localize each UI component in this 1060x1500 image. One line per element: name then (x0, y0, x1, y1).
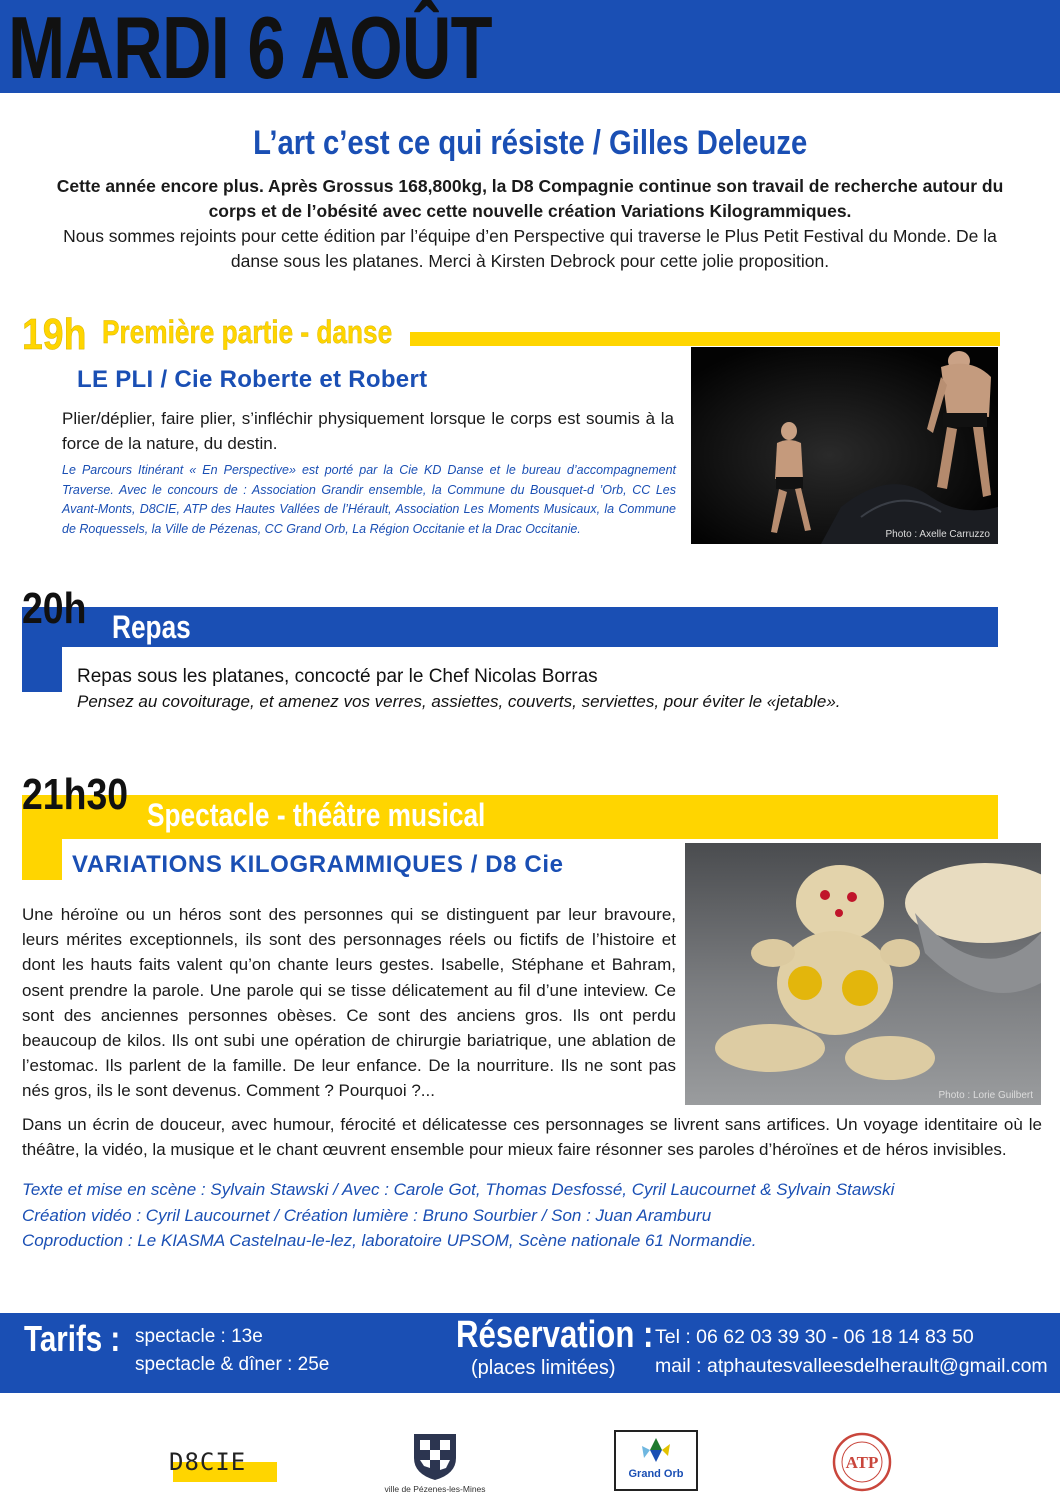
credit-line: Texte et mise en scène : Sylvain Stawski / Avec : Carole Got, Thomas Desfossé, Cyril Laucournet & Sylvain Stawski (22, 1180, 895, 1199)
grand-orb-logo (614, 1430, 698, 1491)
show-description-le-pli: Plier/déplier, faire plier, s’infléchir physiquement lorsque le corps est soumis à la force de la nature, du destin. (62, 409, 674, 453)
page-title: MARDI 6 AOÛT (8, 0, 492, 97)
time-21h30: 21h30 (22, 770, 129, 819)
atp-seal-icon (827, 1432, 897, 1492)
meal-note: Pensez au covoiturage, et amenez vos verres, assiettes, couverts, serviettes, pour éviter le «jetable». (77, 692, 841, 711)
show-title-variations: VARIATIONS KILOGRAMMIQUES / D8 Cie (72, 851, 564, 878)
tarifs-list (135, 1323, 329, 1379)
tagline-text: L’art c’est ce qui résiste / Gilles Deleuze (252, 124, 808, 162)
d8cie-logo-text: D8CIE (169, 1448, 247, 1476)
d8cie-logo (155, 1446, 277, 1486)
show-description-variations-2: Dans un écrin de douceur, avec humour, férocité et délicatesse ces personnages se livrent sans artifices. Un voyage identitaire où le théâtre, la vidéo, la musique et le chant œuvrent ensemble pour mieux faire résonner ses paroles d’héroïnes et de héros invisibles. (22, 1115, 1042, 1160)
tarifs-title: Tarifs : (24, 1318, 121, 1359)
show-credits-le-pli: Le Parcours Itinérant « En Perspective» est porté par la Cie KD Danse et le bureau d’accompagnement Traverse. Avec le concours de : Association Grandir ensemble, la Commune du Bousquet-d ’Orb, CC Les Avant-Monts, D8CIE, ATP des Hautes Vallées de l’Hérault, Association Les Moments Musicaux, la Commune de Roquessels, la Ville de Pézenas, CC Grand Orb, La Région Occitanie et la Drac Occitanie. (62, 463, 676, 536)
grand-orb-icon (616, 1432, 696, 1468)
photo-credit-variations: Photo : Lorie Guilbert (938, 1090, 1033, 1101)
time-19h: 19h (22, 310, 87, 359)
contact-info (655, 1323, 1048, 1381)
reservation-subtitle: (places limitées) (471, 1357, 616, 1379)
reservation-title: Réservation : (456, 1314, 654, 1356)
tarif-spectacle: spectacle : 13e (135, 1326, 263, 1347)
show-credits-variations (22, 1177, 1022, 1254)
dough-figure-image (685, 843, 1041, 1105)
credit-line: Création vidéo : Cyril Laucournet / Création lumière : Bruno Sourbier / Son : Juan Aramburu (22, 1205, 712, 1225)
section-bar-19h (410, 332, 1000, 346)
tarif-spectacle-diner: spectacle & dîner : 25e (135, 1354, 330, 1375)
time-20h: 20h (22, 584, 87, 633)
section-title-19h: Première partie - danse (102, 314, 393, 350)
email-address[interactable]: mail : atphautesvalleesdelherault@gmail.com (655, 1355, 1048, 1377)
grand-orb-text: Grand Orb (628, 1468, 684, 1480)
intro-block (40, 174, 1020, 274)
pezenas-caption: ville de Pézenes-les-Mines (384, 1484, 486, 1494)
tagline (0, 124, 1060, 163)
phone-numbers[interactable]: Tel : 06 62 03 39 30 - 06 18 14 83 50 (655, 1326, 974, 1348)
photo-credit-le-pli: Photo : Axelle Carruzzo (885, 529, 990, 540)
pezenas-shield-icon (380, 1432, 490, 1482)
meal-description: Repas sous les platanes, concocté par le Chef Nicolas Borras (77, 666, 598, 687)
pezenas-logo (380, 1432, 490, 1496)
show-title-le-pli: LE PLI / Cie Roberte et Robert (77, 366, 428, 393)
atp-logo (827, 1432, 897, 1492)
photo-le-pli (691, 347, 998, 544)
show-description-variations: Une héroïne ou un héros sont des personnes qui se distinguent par leur bravoure, leurs mérites exceptionnels, ils sont des personnages réels ou fictifs de l’histoire et dont les hauts faits valent qu’on chante leurs gestes. Isabelle, Stéphane et Bahram, osent prendre la parole. Une parole qui se tisse délicatement au fil d’une inteview. Ce sont des anciennes personnes obèses. Ce sont des anciens gros. Ils ont perdu beaucoup de kilos. Ils ont subi une opération de chirurgie bariatrique, une ablation de l’estomac. Ils parlent de la famille. De leur enfance. De la nourriture. Ils ne sont pas nés gros, ils le sont devenus. Comment ? Pourquoi ?... (22, 905, 676, 1101)
intro-bold: Cette année encore plus. Après Grossus 168,800kg, la D8 Compagnie continue son travail de recherche autour du corps et de l’obésité avec cette nouvelle création Variations Kilogrammiques. (56, 176, 1004, 221)
intro-text: Nous sommes rejoints pour cette édition par l’équipe d’en Perspective qui traverse le Plus Petit Festival du Monde. De la danse sous les platanes. Merci à Kirsten Debrock pour cette jolie proposition. (63, 226, 997, 271)
atp-seal-text: ATP (845, 1453, 879, 1472)
section-title-spectacle: Spectacle - théâtre musical (147, 797, 486, 833)
dancers-image (691, 347, 998, 544)
section-title-repas: Repas (112, 609, 191, 645)
credit-line: Coproduction : Le KIASMA Castelnau-le-lez, laboratoire UPSOM, Scène nationale 61 Normandie. (22, 1231, 757, 1250)
photo-variations (685, 843, 1041, 1105)
